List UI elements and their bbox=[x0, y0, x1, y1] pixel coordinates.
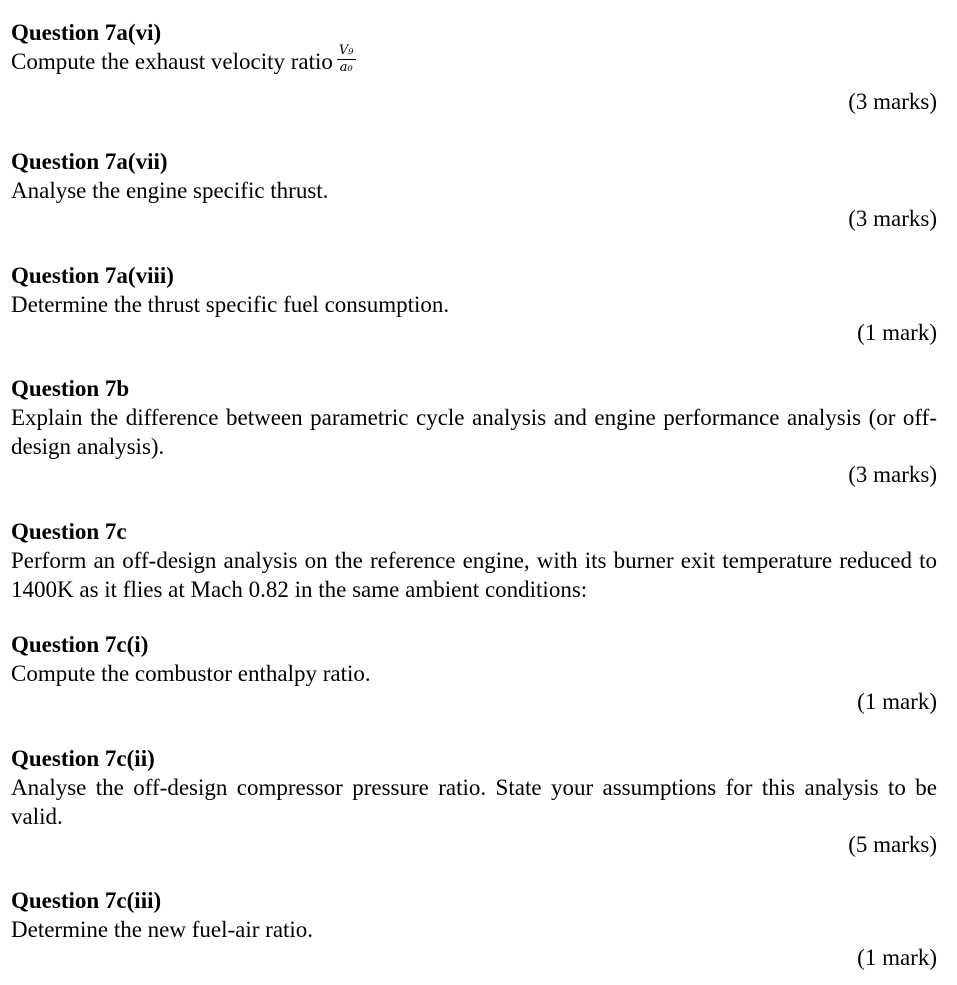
question-title: Question 7c(ii) bbox=[11, 746, 155, 771]
velocity-ratio-fraction bbox=[337, 44, 356, 75]
question-title: Question 7b bbox=[11, 376, 130, 401]
question-text bbox=[11, 43, 937, 79]
question-title: Question 7c bbox=[11, 519, 127, 544]
question-text: Explain the difference between parametric cycle analysis and engine performance analysis (or off-design analysis). bbox=[11, 405, 937, 459]
question-title: Question 7a(vi) bbox=[11, 20, 162, 45]
question-marks: (3 marks) bbox=[848, 206, 937, 231]
question-text: Determine the new fuel-air ratio. bbox=[11, 917, 314, 942]
question-7a-vii bbox=[11, 148, 937, 233]
question-marks: (1 mark) bbox=[857, 320, 937, 345]
question-title: Question 7c(iii) bbox=[11, 888, 162, 913]
question-marks: (1 mark) bbox=[857, 945, 937, 970]
question-7c-i bbox=[11, 631, 937, 716]
question-title: Question 7a(viii) bbox=[11, 263, 174, 288]
question-7a-vi bbox=[11, 19, 937, 116]
question-title: Question 7a(vii) bbox=[11, 149, 168, 174]
question-text: Determine the thrust specific fuel consumption. bbox=[11, 292, 450, 317]
question-marks: (1 mark) bbox=[857, 689, 937, 714]
question-text: Compute the combustor enthalpy ratio. bbox=[11, 661, 371, 686]
question-marks: (3 marks) bbox=[848, 462, 937, 487]
question-7c-ii bbox=[11, 745, 937, 859]
question-title: Question 7c(i) bbox=[11, 632, 149, 657]
question-7b bbox=[11, 375, 937, 489]
question-7c bbox=[11, 518, 937, 604]
question-7a-viii bbox=[11, 262, 937, 347]
question-text: Perform an off-design analysis on the reference engine, with its burner exit temperature reduced to 1400K as it flies at Mach 0.82 in the same ambient conditions: bbox=[11, 548, 937, 602]
fraction-denominator: a₀ bbox=[339, 60, 353, 76]
question-text-content: Compute the exhaust velocity ratio bbox=[11, 49, 333, 74]
question-text: Analyse the off-design compressor pressure ratio. State your assumptions for this analysis to be valid. bbox=[11, 775, 937, 829]
fraction-numerator: V₉ bbox=[338, 43, 354, 59]
question-7c-iii bbox=[11, 887, 937, 972]
question-marks: (5 marks) bbox=[848, 832, 937, 857]
question-marks: (3 marks) bbox=[848, 89, 937, 115]
question-text: Analyse the engine specific thrust. bbox=[11, 178, 329, 203]
